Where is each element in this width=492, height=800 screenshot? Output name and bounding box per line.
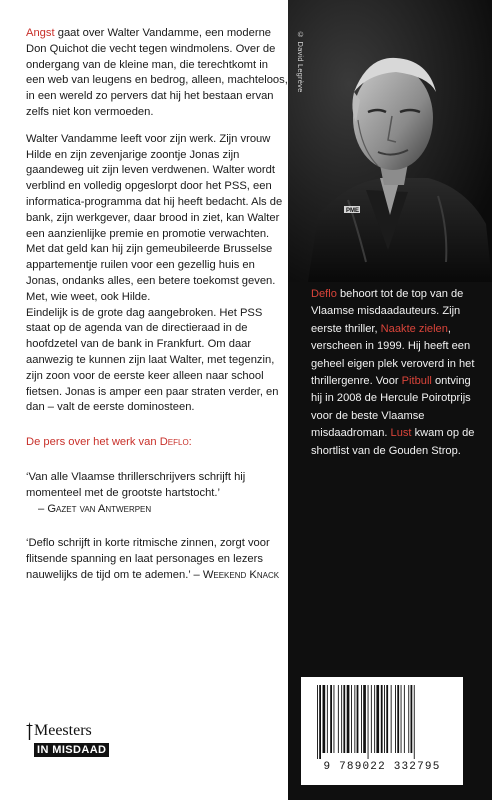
photo-credit: © David Legrève: [296, 30, 305, 93]
barcode-bar: [319, 685, 321, 759]
synopsis-paragraph-3: Eindelijk is de grote dag aangebroken. Het PSS staat op de agenda van de directieraad in de hoofdzetel van de bank in Frankfurt. Om daar aanwezig te kunnen zijn laat Walter, met tegenzin, zijn zoon voor de eerste keer alleen naar school fietsen. Jonas is amper een paar straten verder, en dan – valt de eerste dominosteen.: [26, 306, 279, 414]
press-quote-1: ‘Van alle Vlaamse thrillerschrijvers schrijft hij momenteel met de grootste hartstocht.’: [26, 470, 246, 499]
barcode-bar: [391, 685, 392, 753]
barcode-bar: [414, 685, 415, 759]
barcode-bar: [386, 685, 388, 753]
title-word: Angst: [26, 27, 55, 39]
barcode-bar: [323, 685, 326, 753]
jacket-badge: [288, 0, 492, 282]
barcode-bar: [338, 685, 339, 753]
barcode-bar: [371, 685, 372, 753]
synopsis-paragraph-1: [26, 26, 288, 121]
barcode-bar: [374, 685, 375, 753]
barcode-bar: [351, 685, 352, 753]
synopsis-text: gaat over Walter Vandamme, een moderne Don Quichot die vecht tegen windmolens. Over de ondergang van de kleine man, die terechtkomt in een web van leugens en bedrog, alleen, machteloos, in een wereld zo pervers dat hij het bestaan ervan zelfs niet kon vermoeden.: [26, 27, 288, 118]
logo-in-misdaad: IN MISDAAD: [34, 743, 109, 757]
barcode-bar: [334, 685, 335, 753]
barcode-bar: [347, 685, 350, 753]
barcode-bar: [357, 685, 359, 753]
bio-book-1: Naakte zielen: [380, 322, 448, 335]
bio-book-2: Pitbull: [401, 375, 432, 388]
bio-author-name: Deflo: [311, 288, 337, 300]
press-source-2: – Weekend Knack: [193, 568, 280, 581]
barcode-bar: [397, 685, 399, 753]
bio-book-3: Lust: [390, 427, 412, 440]
barcode-bar: [408, 685, 409, 753]
barcode-bar: [401, 685, 402, 753]
barcode-bar: [361, 685, 362, 753]
barcode: [301, 677, 463, 785]
back-cover-text: [26, 26, 288, 584]
barcode-bar: [343, 685, 345, 753]
barcode-bar: [330, 685, 332, 753]
barcode-bar: [411, 685, 413, 753]
isbn-number: 9 789022 332795: [323, 761, 441, 773]
logo-meesters: Meesters: [34, 722, 92, 739]
barcode-bar: [404, 685, 405, 753]
synopsis-paragraph-2: Walter Vandamme leeft voor zijn werk. Zijn vrouw Hilde en zijn zevenjarige zoontje Jonas zijn gaandeweg uit zijn leven verdwenen. Walter wordt verblind en volledig opgeslorpt door het PSS, een informatica-programma dat hij heeft bedacht. Als de bank, zijn werkgever, daar brood in ziet, kan Walter een aanzienlijke premie en promotie verwachten. Met dat geld kan hij zijn gemeubileerde Brusselse appartementje ruilen voor een gezellig huis en Jonas, ondanks alles, een betere toekomst geven. Met, wie weet, ook Hilde.: [26, 132, 283, 303]
press-source-1: – Gazet van Antwerpen: [38, 502, 152, 515]
series-logo: [26, 722, 126, 758]
barcode-bar: [354, 685, 355, 753]
svg-text:PME: PME: [346, 208, 360, 214]
barcode-bar: [341, 685, 342, 753]
barcode-bar: [395, 685, 396, 753]
press-heading: De pers over het werk van Deflo:: [26, 436, 192, 449]
barcode-bar: [317, 685, 318, 759]
barcode-bar: [363, 685, 366, 753]
barcode-bar: [368, 685, 369, 759]
press-quote-2: ‘Deflo schrijft in korte ritmische zinnen, zorgt voor flitsende spanning en laat personages en lezers nauwelijks de tijd om te ademen.’ – Weekend Knack: [26, 537, 280, 581]
barcode-bar: [381, 685, 383, 753]
barcode-bar: [376, 685, 379, 753]
barcode-bar: [327, 685, 328, 753]
author-bio: Deflo behoort tot de top van de Vlaamse misdaadauteurs. Zijn eerste thriller, Naakte zielen, verscheen in 1999. Hij heeft een geheel eigen plek veroverd in het thrillergenre. Voor Pitbull ontving hij in 2008 de Hercule Poirotprijs voor de beste Vlaamse misdaadroman. Lust kwam op de shortlist van de Gouden Strop.: [311, 288, 475, 457]
barcode-bars: [315, 685, 449, 759]
author-photo: [288, 0, 492, 282]
barcode-bar: [384, 685, 385, 753]
press-heading-author: Deflo: [159, 436, 189, 449]
dagger-icon: [26, 722, 33, 740]
